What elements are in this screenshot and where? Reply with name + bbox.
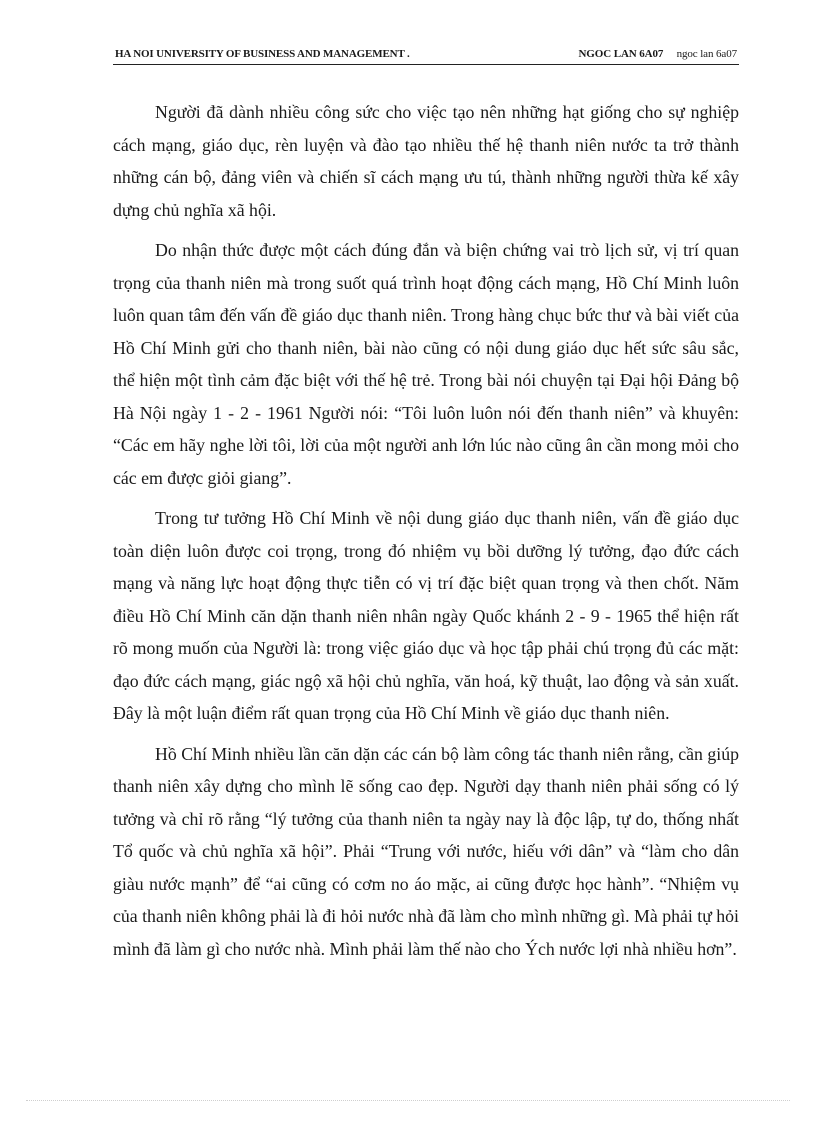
header-author <box>578 44 737 64</box>
document-body <box>113 96 739 973</box>
header-author-name: ngoc lan 6a07 <box>676 48 737 60</box>
paragraph-4: Hồ Chí Minh nhiều lần căn dặn các cán bộ làm công tác thanh niên rằng, cần giúp thanh niên xây dựng cho mình lẽ sống cao đẹp. Người dạy thanh niên phải sống có lý tưởng và chỉ rõ rằng “lý tưởng của thanh niên ta ngày nay là độc lập, tự do, thống nhất Tổ quốc và chủ nghĩa xã hội”. Phải “Trung với nước, hiếu với dân” và “làm cho dân giàu nước mạnh” để “ai cũng có cơm no áo mặc, ai cũng được học hành”. “Nhiệm vụ của thanh niên không phải là đi hỏi nước nhà đã làm cho mình những gì. Mà phải tự hỏi mình đã làm gì cho nước nhà. Mình phải làm thế nào cho Ých nước lợi nhà nhiều hơn”. <box>113 743 739 959</box>
header-university-name: HA NOI UNIVERSITY OF BUSINESS AND MANAGEMENT . <box>115 48 410 60</box>
header-author-code: NGOC LAN 6A07 <box>578 48 664 60</box>
page-header <box>113 44 739 65</box>
paragraph-2: Do nhận thức được một cách đúng đắn và biện chứng vai trò lịch sử, vị trí quan trọng của thanh niên mà trong suốt quá trình hoạt động cách mạng, Hồ Chí Minh luôn luôn quan tâm đến vấn đề giáo dục thanh niên. Trong hàng chục bức thư và bài viết của Hồ Chí Minh gửi cho thanh niên, bài nào cũng có nội dung giáo dục hết sức sâu sắc, thể hiện một tình cảm đặc biệt với thế hệ trẻ. Trong bài nói chuyện tại Đại hội Đảng bộ Hà Nội ngày 1 - 2 - 1961 Người nói: “Tôi luôn luôn nói đến thanh niên” và khuyên: “Các em hãy nghe lời tôi, lời của một người anh lớn lúc nào cũng ân cần mong mỏi cho các em được giỏi giang”. <box>113 240 739 488</box>
page-bottom-divider <box>26 1100 790 1101</box>
paragraph-1: Người đã dành nhiều công sức cho việc tạo nên những hạt giống cho sự nghiệp cách mạng, giáo dục, rèn luyện và đào tạo nhiều thế hệ thanh niên nước ta trở thành những cán bộ, đảng viên và chiến sĩ cách mạng ưu tú, thành những người thừa kế xây dựng chủ nghĩa xã hội. <box>113 102 739 220</box>
paragraph-3: Trong tư tưởng Hồ Chí Minh về nội dung giáo dục thanh niên, vấn đề giáo dục toàn diện luôn được coi trọng, trong đó nhiệm vụ bồi dưỡng lý tưởng, đạo đức cách mạng và năng lực hoạt động thực tiễn có vị trí đặc biệt quan trọng và then chốt. Năm điều Hồ Chí Minh căn dặn thanh niên nhân ngày Quốc khánh 2 - 9 - 1965 thể hiện rất rõ mong muốn của Người là: trong việc giáo dục và học tập phải chú trọng đủ các mặt: đạo đức cách mạng, giác ngộ xã hội chủ nghĩa, văn hoá, kỹ thuật, lao động và sản xuất. Đây là một luận điểm rất quan trọng của Hồ Chí Minh về giáo dục thanh niên. <box>113 508 739 723</box>
